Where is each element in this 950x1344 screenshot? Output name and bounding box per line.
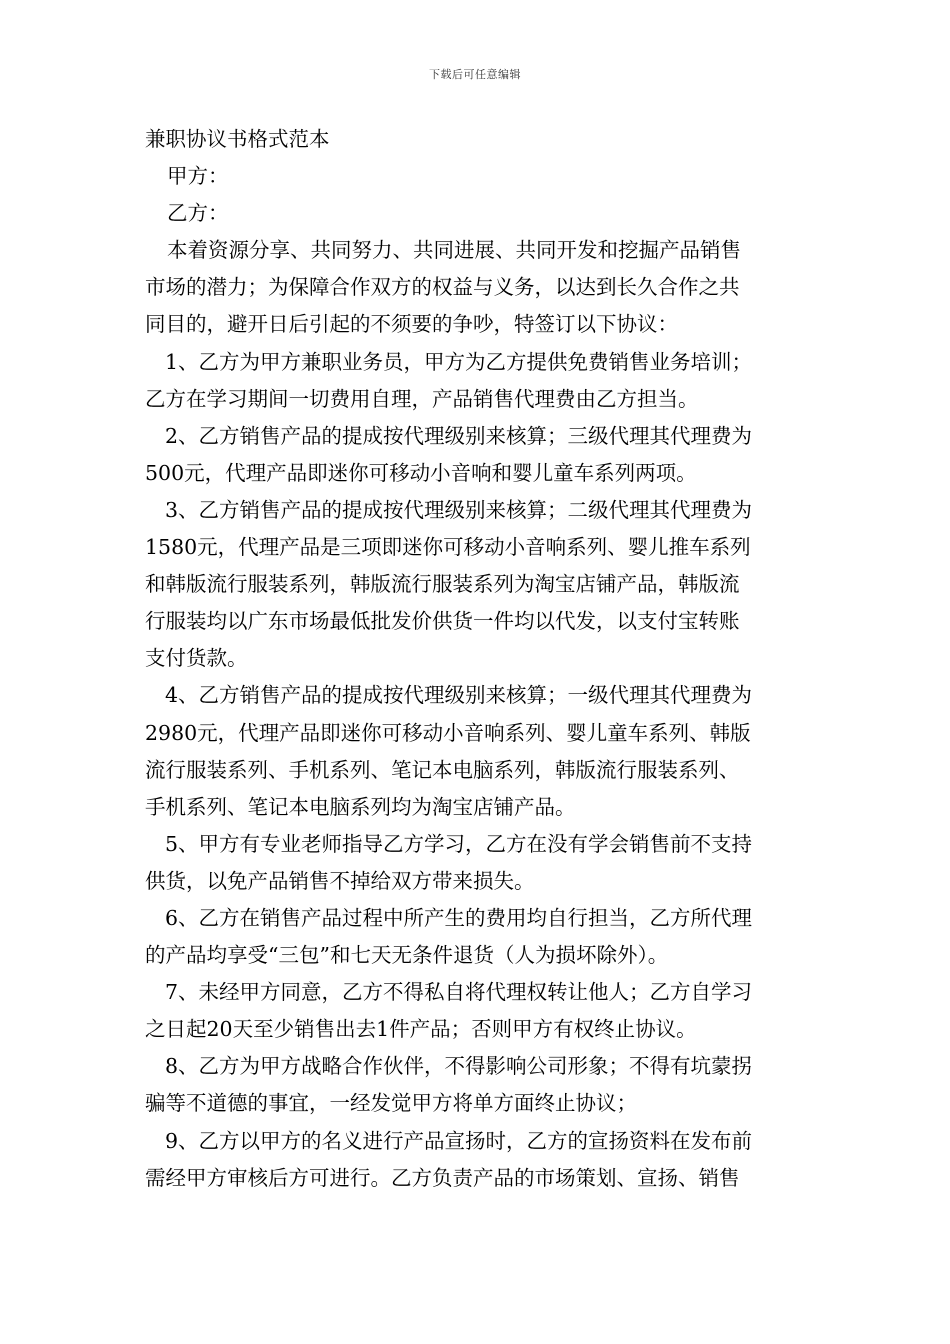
- clause-6-line: 6、乙方在销售产品过程中所产生的费用均自行担当，乙方所代理: [165, 905, 753, 930]
- clause-5-line: 供货，以免产品销售不掉给双方带来损失。: [145, 868, 535, 893]
- document-title: 兼职协议书格式范本: [145, 127, 330, 151]
- clause-8-line: 骗等不道德的事宜，一经发觉甲方将单方面终止协议；: [145, 1091, 637, 1116]
- clause-3-line: 支付货款。: [145, 646, 248, 671]
- clause-3-line: 1580元，代理产品是三项即迷你可移动小音响系列、婴儿推车系列: [145, 535, 751, 560]
- clause-7-line: 之日起20天至少销售出去1件产品；否则甲方有权终止协议。: [145, 1017, 697, 1042]
- party-b-line: 乙方：: [167, 201, 229, 226]
- clause-9-line: 需经甲方审核后方可进行。乙方负责产品的市场策划、宣扬、销售: [145, 1165, 740, 1190]
- clause-5-line: 5、甲方有专业老师指导乙方学习，乙方在没有学会销售前不支持: [165, 831, 753, 856]
- clause-8-line: 8、乙方为甲方战略合作伙伴，不得影响公司形象；不得有坑蒙拐: [165, 1054, 753, 1079]
- clause-3-line: 行服装均以广东市场最低批发价供货一件均以代发，以支付宝转账: [145, 609, 740, 634]
- preamble-line: 本着资源分享、共同努力、共同进展、共同开发和挖掘产品销售: [167, 238, 741, 263]
- clause-4-line: 2980元，代理产品即迷你可移动小音响系列、婴儿童车系列、韩版: [145, 720, 751, 745]
- clause-4-line: 流行服装系列、手机系列、笔记本电脑系列，韩版流行服装系列、: [145, 757, 740, 782]
- clause-3-line: 和韩版流行服装系列，韩版流行服装系列为淘宝店铺产品，韩版流: [145, 572, 740, 597]
- clause-1-line: 乙方在学习期间一切费用自理，产品销售代理费由乙方担当。: [145, 386, 699, 411]
- clause-9-line: 9、乙方以甲方的名义进行产品宣扬时，乙方的宣扬资料在发布前: [165, 1128, 753, 1153]
- preamble-line: 同目的，避开日后引起的不须要的争吵，特签订以下协议：: [145, 312, 678, 337]
- clause-4-line: 手机系列、笔记本电脑系列均为淘宝店铺产品。: [145, 794, 576, 819]
- preamble-line: 市场的潜力；为保障合作双方的权益与义务，以达到长久合作之共: [145, 275, 740, 300]
- page-header-note: 下载后可任意编辑: [429, 68, 521, 81]
- party-a-line: 甲方：: [167, 164, 229, 189]
- clause-2-line: 500元，代理产品即迷你可移动小音响和婴儿童车系列两项。: [145, 460, 697, 485]
- clause-2-line: 2、乙方销售产品的提成按代理级别来核算；三级代理其代理费为: [165, 423, 753, 448]
- clause-3-line: 3、乙方销售产品的提成按代理级别来核算；二级代理其代理费为: [165, 497, 753, 522]
- clause-1-line: 1、乙方为甲方兼职业务员，甲方为乙方提供免费销售业务培训；: [165, 349, 753, 374]
- clause-6-line: 的产品均享受“三包”和七天无条件退货（人为损坏除外）。: [145, 943, 669, 968]
- clause-4-line: 4、乙方销售产品的提成按代理级别来核算；一级代理其代理费为: [165, 683, 753, 708]
- clause-7-line: 7、未经甲方同意，乙方不得私自将代理权转让他人；乙方自学习: [165, 980, 753, 1005]
- document-body: [145, 121, 807, 1197]
